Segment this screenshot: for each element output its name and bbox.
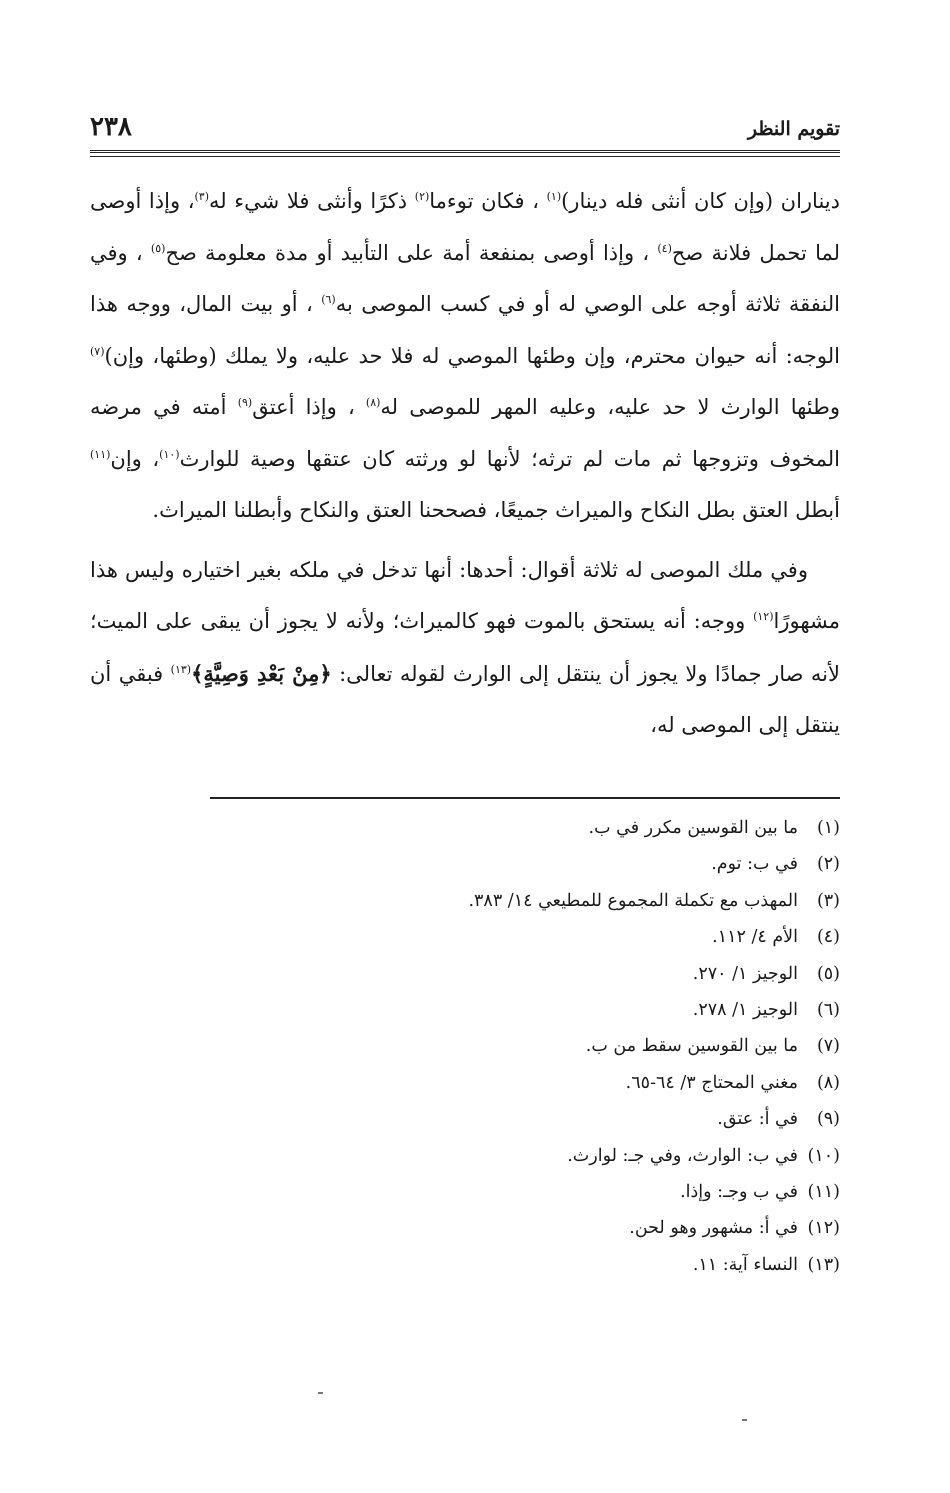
footnote-number: (١٣) <box>807 1254 840 1275</box>
footnote-number: (٣) <box>816 890 840 911</box>
paragraph-1 <box>90 176 840 537</box>
footnote-ref-1[interactable]: (١) <box>546 190 562 203</box>
footnote-item <box>90 1138 840 1174</box>
footnote-ref-13[interactable]: (١٣) <box>170 662 192 676</box>
footnote-text: الوجيز ١/ ٢٧٨. <box>692 1000 798 1021</box>
footnote-text: مغني المحتاج ٣/ ٦٤-٦٥. <box>625 1072 798 1093</box>
main-text <box>90 176 840 752</box>
text-run: ، فكان توءما <box>429 189 547 213</box>
footnote-item <box>90 992 840 1028</box>
footnote-ref-4[interactable]: (٤) <box>657 241 672 255</box>
text-run: ، أو بيت المال، ووجه هذا الوجه: أنه حيوان محترم، وإن وطئها الموصي له فلا حد عليه، ولا يملك (وطئها، وإن) <box>90 292 840 368</box>
header-rule <box>90 150 840 157</box>
text-run: ، وإن <box>110 446 160 471</box>
footnote-ref-2[interactable]: (٢) <box>414 190 430 203</box>
footnote-ref-10[interactable]: (١٠) <box>159 447 180 461</box>
footnote-item <box>90 1174 840 1210</box>
text-run: ، وإذا أوصى بمنفعة أمة على التأبيد أو مدة معلومة صح <box>165 240 658 265</box>
text-run: ، وفي النفقة ثلاثة أوجه على الوصي له أو في كسب الموصى به <box>90 240 840 316</box>
text-run: ديناران (وإن كان أنثى فله دينار) <box>561 189 840 213</box>
footnote-ref-5[interactable]: (٥) <box>150 241 166 255</box>
footnote-separator <box>210 797 840 799</box>
footnote-text: المهذب مع تكملة المجموع للمطيعي ١٤/ ٣٨٣. <box>468 890 798 911</box>
scan-speck <box>318 1392 323 1394</box>
text-run: ذكرًا وأنثى فلا شيء له <box>209 189 415 213</box>
footnote-number: (٥) <box>816 963 840 984</box>
footnote-number: (٩) <box>816 1109 840 1130</box>
quran-quote: ﴿مِنْ بَعْدِ وَصِيَّةٍ﴾ <box>191 660 332 686</box>
footnote-text: ما بين القوسين مكرر في ب. <box>588 818 798 838</box>
footnote-ref-8[interactable]: (٨) <box>365 396 381 409</box>
text-run: أمته في مرضه المخوف وتزوجها ثم مات لم ترثه؛ لأنها لو ورثته كان عتقها وصية للوارث <box>90 395 840 471</box>
footnote-text: في ب: توم. <box>711 854 798 875</box>
footnote-item <box>90 1065 840 1101</box>
footnote-number: (٢) <box>816 854 840 875</box>
footnote-ref-7[interactable]: (٧) <box>90 344 105 358</box>
text-run: وطئها الوارث لا حد عليه، وعليه المهر للموصى له <box>380 395 840 419</box>
text-run: فبقي أن ينتقل إلى الموصى له، <box>90 661 840 737</box>
footnote-item <box>90 1101 840 1137</box>
footnote-number: (٦) <box>816 1000 840 1021</box>
text-run: وفي ملك الموصى له ثلاثة أقوال: أحدها: أنها تدخل في ملكه بغير اختياره وليس هذا مشهورًا <box>90 557 840 633</box>
footnote-ref-3[interactable]: (٣) <box>194 190 210 203</box>
footnotes-list <box>90 810 840 1283</box>
running-title: تقويم النظر <box>747 118 840 140</box>
footnote-item <box>90 1210 840 1246</box>
footnote-item <box>90 919 840 955</box>
paragraph-2 <box>90 545 840 752</box>
page-header <box>90 112 840 152</box>
footnote-number: (١١) <box>807 1182 840 1203</box>
scan-speck <box>742 1419 747 1421</box>
text-run: ، وإذا أوصى لما تحمل فلانة صح <box>90 189 841 265</box>
footnote-item <box>90 846 840 882</box>
footnote-item <box>90 810 840 846</box>
footnote-item <box>90 956 840 992</box>
footnote-number: (١) <box>816 818 840 838</box>
footnote-text: في ب: الوارث، وفي جـ: لوارث. <box>567 1145 798 1166</box>
footnote-text: الأم ٤/ ١١٢. <box>712 927 798 948</box>
footnote-text: النساء آية: ١١. <box>692 1254 798 1275</box>
footnote-number: (٨) <box>816 1072 840 1093</box>
text-run: ، وإذا أعتق <box>252 395 366 419</box>
footnote-text: ما بين القوسين سقط من ب. <box>585 1036 798 1057</box>
page-number: ٢٣٨ <box>90 112 132 142</box>
footnote-ref-12[interactable]: (١٢) <box>753 610 774 623</box>
footnote-text: في ب وجـ: وإذا. <box>680 1182 798 1203</box>
footnote-item <box>90 1028 840 1064</box>
footnote-item <box>90 1247 840 1283</box>
text-run: أبطل العتق بطل النكاح والميراث جميعًا، فصححنا العتق والنكاح وأبطلنا الميراث. <box>152 498 840 522</box>
footnote-text: الوجيز ١/ ٢٧٠. <box>692 963 798 984</box>
footnote-ref-11[interactable]: (١١) <box>90 447 111 461</box>
footnote-number: (١٢) <box>807 1218 840 1239</box>
footnote-number: (١٠) <box>807 1145 840 1166</box>
footnote-number: (٧) <box>816 1036 840 1057</box>
footnote-number: (٤) <box>816 927 840 948</box>
footnote-ref-6[interactable]: (٦) <box>321 293 336 306</box>
footnote-item <box>90 883 840 919</box>
footnote-text: في أ: مشهور وهو لحن. <box>629 1218 798 1239</box>
footnote-text: في أ: عتق. <box>717 1109 798 1130</box>
footnote-ref-9[interactable]: (٩) <box>237 396 253 409</box>
text-run: ووجه: أنه يستحق بالموت فهو كالميراث؛ ولأنه لا يجوز أن يبقى على الميت؛ لأنه صار جمادًا ولا يجوز أن ينتقل إلى الوارث لقوله تعالى: <box>90 609 840 686</box>
